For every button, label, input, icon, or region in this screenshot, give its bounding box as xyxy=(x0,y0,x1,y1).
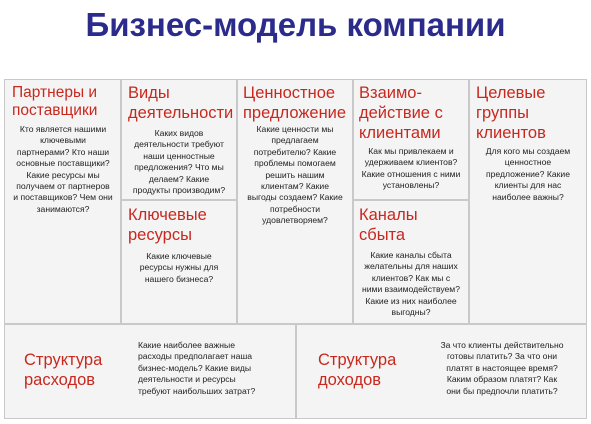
value-proposition-heading: Ценностное предложение xyxy=(243,84,347,122)
relationships-heading: Взаимо- действие с клиентами xyxy=(359,84,443,142)
activities-text: Каких видов деятельности требуют наши ценностные предложения? Что мы делаем? Какие продукты производим? xyxy=(132,128,226,196)
channels-heading: Каналы сбыта xyxy=(359,206,418,244)
cost-structure-text: Какие наиболее важные расходы предполагает наша бизнес-модель? Какие виды деятельности и ресурсы требуют наибольших затрат? xyxy=(138,340,256,396)
relationships-text: Как мы привлекаем и удерживаем клиентов? Какие отношения с ними установлены? xyxy=(361,146,461,191)
partners-text: Кто является нашими ключевыми партнерами? Кто наши основные поставщики? Какие ресурсы мы получаем от партнеров и поставщиков? Чем они занимаются? xyxy=(13,124,113,214)
partners-heading: Партнеры и поставщики xyxy=(12,84,98,119)
page-title: Бизнес-модель компании xyxy=(85,6,506,43)
segments-text: Для кого мы создаем ценностное предложение? Какие клиенты для нас наиболее важны? xyxy=(485,146,571,202)
revenue-streams-heading: Структура доходов xyxy=(318,351,397,389)
resources-text: Какие ключевые ресурсы нужны для нашего бизнеса? xyxy=(139,251,219,284)
segments-heading: Целевые группы клиентов xyxy=(476,84,546,142)
channels-text: Какие каналы сбыта желательны для наших клиентов? Как мы с ними взаимодействуем? Какие из них наиболее выгодны? xyxy=(361,250,460,318)
revenue-streams-text: За что клиенты действительно готовы платить? За что они платят в настоящее время? Каким образом платят? Как они бы предпочли платить? xyxy=(440,340,564,396)
resources-heading: Ключевые ресурсы xyxy=(128,206,207,244)
activities-heading: Виды деятельности xyxy=(128,84,234,122)
value-proposition-text: Какие ценности мы предлагаем потребителю? Какие проблемы помогаем решить нашим клиентам? Какие выгоды создаем? Какие потребности удовлетворяем? xyxy=(247,124,343,226)
cost-structure-heading: Структура расходов xyxy=(24,351,103,389)
